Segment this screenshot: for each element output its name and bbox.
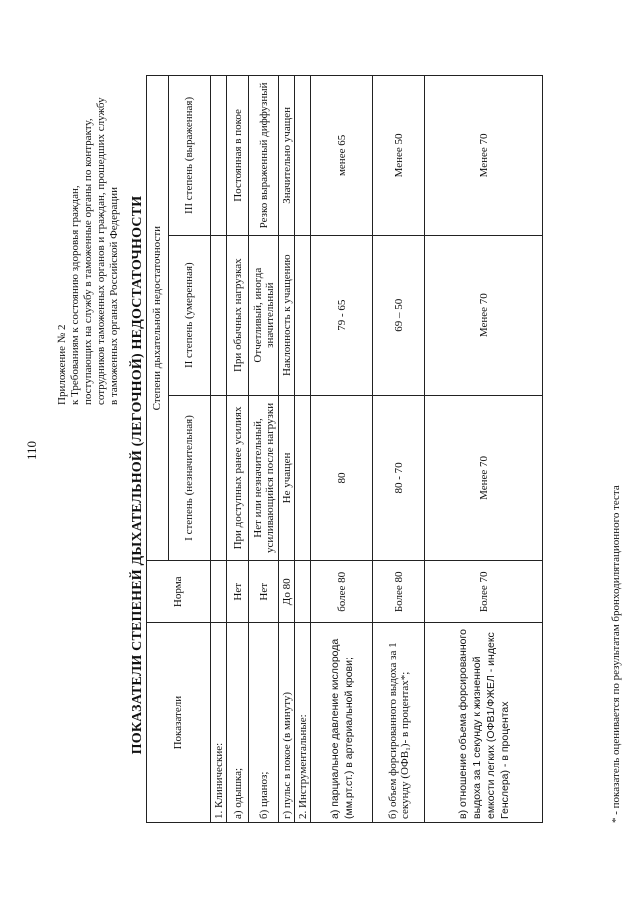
row-degree-3: Значительно учащен [279,76,295,236]
row-degree-1: Менее 70 [425,395,543,561]
row-degree-1: Не учащен [279,395,295,561]
respiratory-insufficiency-table [146,75,543,823]
header-indicator: Показатели [147,623,211,823]
row-degree-2: 79 - 65 [311,235,373,395]
row-degree-2: Менее 70 [425,235,543,395]
row-norm: Более 70 [425,561,543,623]
row-name: г) пульс в покое (в минуту) [279,623,295,823]
appendix-line: сотрудников таможенных органов и граждан, прошедших службу [95,97,107,405]
row-degree-2: Отчетливый, иногда значительный [249,235,279,395]
appendix-line: в таможенных органах Российской Федерации [108,186,120,405]
header-degree-2: II степень (умеренная) [169,235,211,395]
row-norm: Нет [249,561,279,623]
row-name: а) одышка; [227,623,249,823]
row-norm: Более 80 [373,561,425,623]
table-row [227,76,249,823]
appendix-line: к Требованиям к состоянию здоровья граждан, [69,185,81,405]
row-name: б) объем форсированного выдоха за 1 секунду (ОФВ₁)- в процентах*; [373,623,425,823]
appendix-line: Приложение № 2 [56,324,68,405]
page-number: 110 [24,440,39,460]
row-degree-3: Менее 70 [425,76,543,236]
header-degree-1: I степень (незначительная) [169,395,211,561]
row-norm: более 80 [311,561,373,623]
appendix-line: поступающих на службу в таможенные органы по контракту, [82,118,94,405]
row-degree-2: При обычных нагрузках [227,235,249,395]
row-degree-2: 69 – 50 [373,235,425,395]
header-degrees-group: Степени дыхательной недостаточности [147,76,169,561]
row-degree-1: 80 - 70 [373,395,425,561]
appendix-header [56,5,121,405]
row-degree-3: менее 65 [311,76,373,236]
row-degree-1: Нет или незначительный, усиливающийся после нагрузки [249,395,279,561]
row-name: в) отношение объема форсированного выдоха за 1 секунду к жизненной емкости легких (ОФВ1/ФЖЕЛ - индекс Генслера) - в процентах [425,623,543,823]
section-instrumental: 2. Инструментальные: [295,623,311,823]
header-degree-3: III степень (выраженная) [169,76,211,236]
table-row [425,76,543,823]
document-title: ПОКАЗАТЕЛИ СТЕПЕНЕЙ ДЫХАТЕЛЬНОЙ (ЛЕГОЧНОЙ) НЕДОСТАТОЧНОСТИ [130,195,145,755]
row-name: а) парциальное давление кислорода (мм.рт.ст.) в артериальной крови; [311,623,373,823]
row-degree-3: Менее 50 [373,76,425,236]
footnote: * - показатель оценивается по результатам бронходилятационного теста [610,485,622,823]
row-degree-2: Наклонность к учащению [279,235,295,395]
row-degree-1: При доступных ранее усилиях [227,395,249,561]
section-clinical: 1. Клинические: [211,623,227,823]
row-name: б) цианоз; [249,623,279,823]
table-row [279,76,295,823]
row-norm: До 80 [279,561,295,623]
row-degree-3: Резко выраженный диффузный [249,76,279,236]
table-row [311,76,373,823]
row-degree-1: 80 [311,395,373,561]
table-row [249,76,279,823]
row-norm: Нет [227,561,249,623]
table-row [373,76,425,823]
row-degree-3: Постоянная в покое [227,76,249,236]
header-norm: Норма [147,561,211,623]
